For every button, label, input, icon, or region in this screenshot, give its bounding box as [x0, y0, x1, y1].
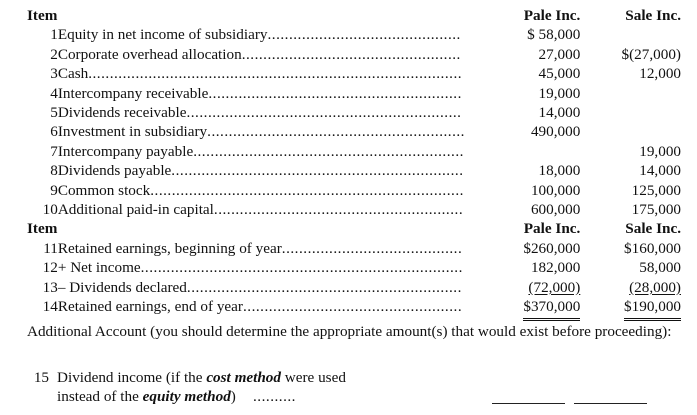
row-label: – Dividends declared................................................................ — [57, 278, 462, 296]
row-amount-sale: 19,000 — [639, 142, 681, 160]
row-label: Investment in subsidiary............................................................ — [57, 123, 465, 141]
table-row — [0, 181, 697, 200]
row-amount-pale — [467, 142, 581, 161]
row-label: Dividends receivable................................................................ — [57, 104, 462, 122]
row-amount-pale — [467, 278, 581, 297]
dot-leader: .......................................................... — [213, 201, 464, 219]
table-row — [0, 45, 697, 64]
header-item-label: Item — [27, 7, 58, 24]
row-number: 3 — [50, 65, 58, 83]
dot-leader: ................................................... — [242, 298, 463, 316]
row-amount-pale — [467, 258, 581, 277]
question-15-line-2 — [0, 387, 697, 406]
q15-cost-method-emphasis: cost method — [206, 369, 281, 386]
row-number: 7 — [50, 142, 58, 160]
table-row — [0, 142, 697, 161]
row-number: 9 — [50, 181, 58, 199]
q15-pre2: instead of the — [57, 388, 143, 406]
q15-post2: ) — [230, 388, 236, 406]
question-15-line-2-text — [57, 387, 236, 406]
answer-blank-sale[interactable] — [574, 403, 647, 404]
row-label: Dividends payable.................................................................... — [57, 162, 464, 180]
header-spacer-2 — [58, 219, 467, 238]
header-pale-inc-2: Pale Inc. — [523, 220, 581, 238]
answer-blank-pale[interactable] — [492, 403, 565, 404]
amount-value: $260,000 — [523, 239, 581, 257]
table-row — [0, 103, 697, 122]
dot-leader: ................................................................ — [186, 278, 462, 296]
table-row — [0, 258, 697, 277]
row-label: + Net income........................................................................... — [57, 259, 463, 277]
q15-post: were used — [280, 369, 346, 386]
table-row — [0, 84, 697, 103]
amount-value: (28,000) — [629, 278, 681, 296]
question-15-line-1-text — [57, 368, 346, 387]
row-label: Retained earnings, beginning of year.......................................... — [57, 239, 463, 257]
header-sale-inc: Sale Inc. — [625, 7, 681, 24]
table-header-row-1 — [0, 6, 697, 25]
row-amount-pale: 14,000 — [538, 104, 581, 122]
row-amount-sale — [580, 25, 697, 44]
dot-leader: ........................................................................... — [140, 259, 463, 277]
dot-leader: ............................................................... — [193, 142, 464, 160]
row-amount-sale — [580, 278, 697, 297]
dot-leader: ....................................................................................... — [88, 65, 463, 83]
row-amount-sale: 14,000 — [639, 162, 681, 180]
row-amount-sale: 12,000 — [639, 65, 681, 83]
row-amount-pale: 490,000 — [530, 123, 581, 141]
dot-leader: ............................................. — [267, 26, 461, 44]
table-row — [0, 64, 697, 83]
row-label: Cash....................................................................................... — [57, 65, 463, 83]
dot-leader: ................................................................ — [186, 104, 462, 122]
q15-equity-method-emphasis: equity method — [142, 388, 231, 406]
dot-leader: ............................................................ — [207, 123, 465, 141]
table-row — [0, 278, 697, 297]
row-amount-sale: 175,000 — [631, 201, 681, 219]
row-number: 13 — [42, 278, 58, 296]
row-amount-sale: $(27,000) — [621, 45, 681, 63]
question-15-line-1 — [0, 368, 697, 387]
row-number: 4 — [50, 84, 58, 102]
header-item-label-2: Item — [27, 220, 58, 238]
table-row — [0, 297, 697, 318]
row-number: 2 — [50, 45, 58, 63]
row-number: 14 — [42, 298, 58, 316]
table-row — [0, 239, 697, 258]
row-number: 11 — [43, 239, 58, 257]
row-amount-sale — [580, 122, 697, 141]
row-amount-pale: 27,000 — [538, 45, 581, 63]
dot-leader: .......... — [253, 388, 296, 406]
dot-leader: ........................................................... — [208, 84, 462, 102]
header-spacer — [58, 6, 467, 25]
table-row — [0, 200, 697, 219]
row-amount-pale: 45,000 — [538, 65, 581, 83]
row-number: 15 — [33, 369, 49, 386]
header-pale-inc: Pale Inc. — [523, 7, 581, 24]
row-label: Common stock......................................................................... — [57, 181, 464, 199]
row-label: Corporate overhead allocation................................................... — [57, 45, 461, 63]
row-amount-pale: 19,000 — [538, 84, 581, 102]
row-amount-sale — [580, 297, 697, 318]
dot-leader: ................................................... — [241, 45, 461, 63]
dot-leader: .................................................................... — [171, 162, 464, 180]
row-label: Retained earnings, end of year................................................... — [57, 298, 463, 316]
table-row — [0, 25, 697, 44]
row-label: Additional paid-in capital.......................................................... — [57, 201, 464, 219]
amount-value: 58,000 — [639, 259, 681, 277]
amount-value: $160,000 — [624, 239, 681, 257]
row-number: 5 — [50, 104, 58, 122]
q15-pre: Dividend income (if the — [57, 369, 207, 386]
row-label: Intercompany payable............................................................... — [57, 142, 464, 160]
row-amount-sale — [580, 258, 697, 277]
table-row — [0, 122, 697, 141]
amount-value: $370,000 — [523, 297, 580, 318]
accounts-table-body — [0, 6, 697, 319]
row-number: 8 — [50, 162, 58, 180]
row-amount-pale — [467, 297, 581, 318]
table-row — [0, 161, 697, 180]
row-number: 6 — [50, 123, 58, 141]
row-label: Intercompany receivable........................................................... — [57, 84, 462, 102]
row-amount-sale — [580, 103, 697, 122]
amount-value: (72,000) — [528, 278, 581, 296]
row-amount-pale: 600,000 — [530, 201, 581, 219]
row-amount-pale — [467, 239, 581, 258]
dot-leader: .......................................... — [281, 239, 463, 257]
row-amount-sale — [580, 84, 697, 103]
amount-value: $190,000 — [624, 297, 681, 318]
accounts-table — [0, 6, 697, 319]
header-sale-inc-2: Sale Inc. — [625, 220, 681, 238]
row-amount-sale: 125,000 — [631, 181, 681, 199]
table-header-row-2 — [0, 219, 697, 238]
row-label: Equity in net income of subsidiary............................................. — [57, 26, 461, 44]
row-amount-pale: $ 58,000 — [527, 26, 581, 44]
row-number: 10 — [42, 201, 58, 219]
row-amount-pale: 18,000 — [538, 162, 581, 180]
row-amount-pale: 100,000 — [530, 181, 581, 199]
question-15-block — [0, 368, 697, 407]
row-number: 12 — [42, 259, 58, 277]
row-number: 1 — [50, 26, 58, 44]
additional-account-note: Additional Account (you should determine the appropriate amount(s) that would exist before proceeding): — [27, 323, 672, 340]
row-amount-sale — [580, 239, 697, 258]
dot-leader: ......................................................................... — [150, 181, 464, 199]
amount-value: 182,000 — [530, 259, 581, 277]
